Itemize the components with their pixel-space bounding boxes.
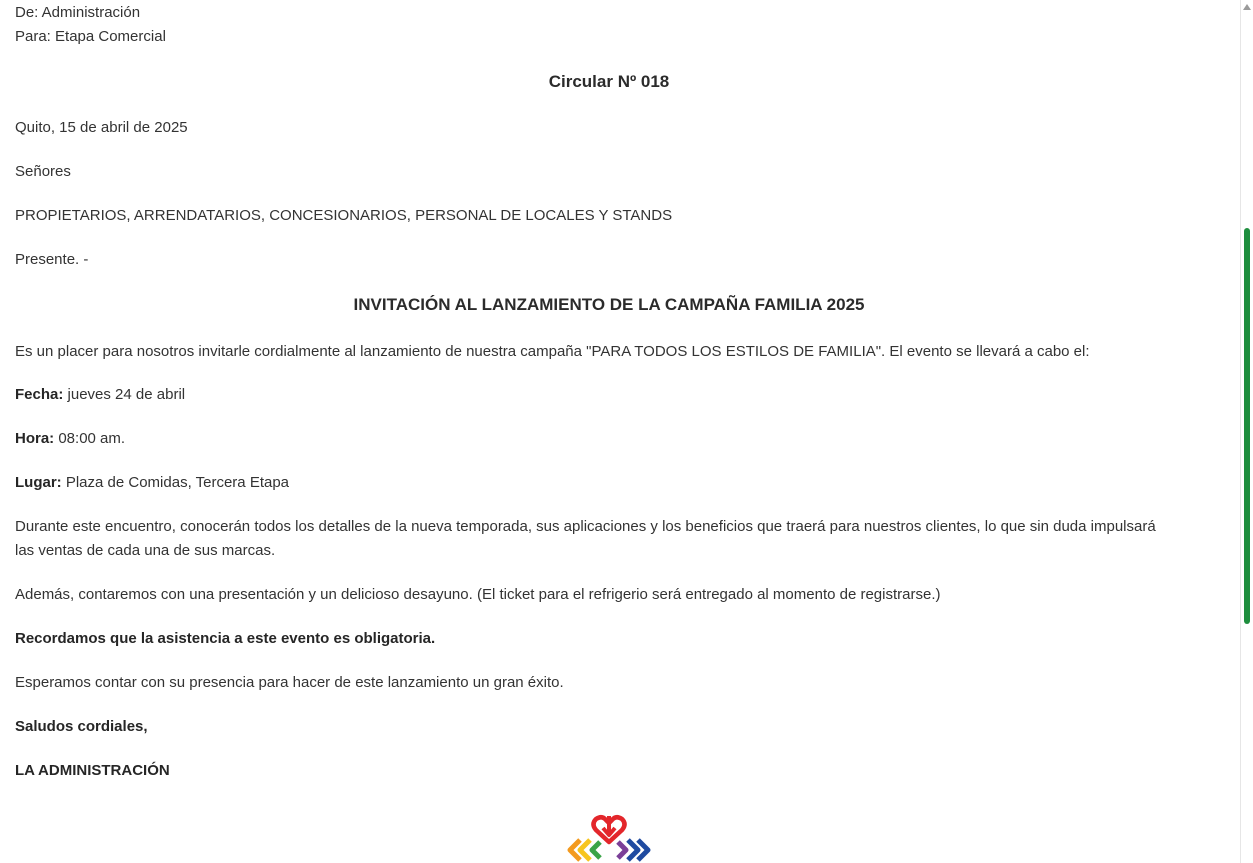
lugar-line <box>15 471 289 495</box>
body-paragraph-1: Durante este encuentro, conocerán todos los detalles de la nueva temporada, sus aplicaciones y los beneficios que traerá para nuestros clientes, lo que sin duda impulsará las ventas de cada una de sus marcas. <box>15 518 1156 559</box>
intro-paragraph: Es un placer para nosotros invitarle cordialmente al lanzamiento de nuestra campaña "PARA TODOS LOS ESTILOS DE FAMILIA". El evento se llevará a cabo el: <box>15 343 1090 360</box>
fecha-label: Fecha: <box>15 386 64 403</box>
lugar-label: Lugar: <box>15 474 62 491</box>
date-line: Quito, 15 de abril de 2025 <box>15 119 188 136</box>
to-line: Para: Etapa Comercial <box>15 28 166 45</box>
hora-line <box>15 427 125 451</box>
from-line: De: Administración <box>15 4 141 21</box>
scrollbar-thumb[interactable] <box>1244 228 1250 624</box>
signature-line: LA ADMINISTRACIÓN <box>15 762 170 779</box>
circular-title: Circular Nº 018 <box>548 72 670 91</box>
hora-label: Hora: <box>15 430 55 447</box>
presente-line: Presente. - <box>15 251 89 268</box>
vertical-scrollbar[interactable] <box>1240 0 1253 863</box>
closing-hope: Esperamos contar con su presencia para hacer de este lanzamiento un gran éxito. <box>15 674 564 691</box>
regards-line: Saludos cordiales, <box>15 718 148 735</box>
fecha-value: jueves 24 de abril <box>63 386 186 403</box>
fecha-line <box>15 383 185 407</box>
mandatory-notice: Recordamos que la asistencia a este evento es obligatoria. <box>15 630 436 647</box>
salutation: Señores <box>15 163 71 180</box>
subject-heading: INVITACIÓN AL LANZAMIENTO DE LA CAMPAÑA FAMILIA 2025 <box>353 295 865 314</box>
recipients: PROPIETARIOS, ARRENDATARIOS, CONCESIONARIOS, PERSONAL DE LOCALES Y STANDS <box>15 207 673 224</box>
lugar-value: Plaza de Comidas, Tercera Etapa <box>61 474 290 491</box>
family-heart-logo-icon <box>566 812 652 863</box>
scroll-up-arrow-icon[interactable] <box>1243 4 1251 10</box>
body-paragraph-2: Además, contaremos con una presentación y un delicioso desayuno. (El ticket para el refrigerio será entregado al momento de registrarse.) <box>15 586 941 603</box>
hora-value: 08:00 am. <box>54 430 126 447</box>
